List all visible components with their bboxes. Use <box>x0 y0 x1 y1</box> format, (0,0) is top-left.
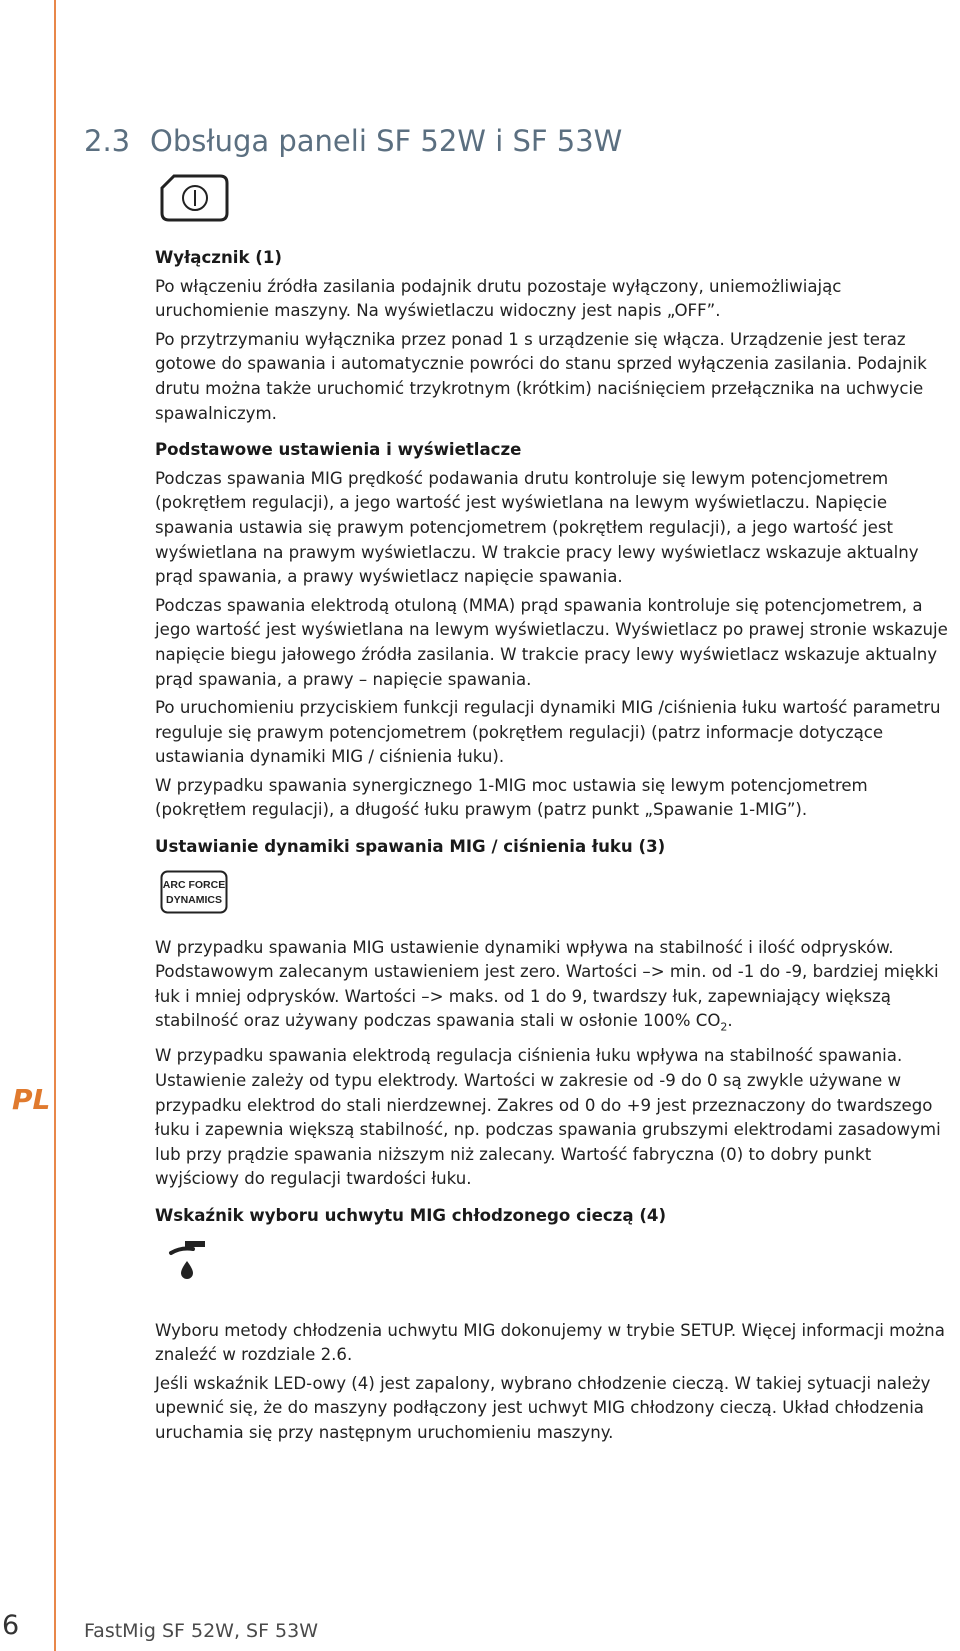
arc-dynamics-paragraph: W przypadku spawania elektrodą regulacja ciśnienia łuku wpływa na stabilność spawania. Ustawienie zależy od typu elektrody. Wartości w zakresie od -9 do 0 są zwykle używane w przypadku elektrod do stali nierdzewnej. Zakres od 0 do +9 jest przeznaczony do twardszego łuku i zapewnia większą stabilność, np. podczas spawania grubszymi elektrodami zasadowymi lub przy prądzie spawania niższym niż zalecany. Wartość fabryczna (0) to dobry punkt wyjściowy do regulacji twardości łuku. <box>155 1046 941 1189</box>
section-title-text: Obsługa paneli SF 52W i SF 53W <box>150 124 623 158</box>
cooling-paragraph: Wyboru metody chłodzenia uchwytu MIG dokonujemy w trybie SETUP. Więcej informacji można znaleźć w rozdziale 2.6. <box>155 1320 945 1365</box>
power-switch-paragraph: Po przytrzymaniu wyłącznika przez ponad 1 s urządzenie się włącza. Urządzenie jest teraz gotowe do spawania i automatycznie powróci do stanu sprzed wyłączenia zasilania. Podajnik drutu można także uruchomić trzykrotnym (krótkim) naciśnięciem przełącznika na uchwycie spawalniczym. <box>155 329 927 423</box>
basic-settings-heading: Podstawowe ustawienia i wyświetlacze <box>155 440 522 460</box>
page-number: 6 <box>2 1610 20 1641</box>
basic-settings-paragraph: Po uruchomieniu przyciskiem funkcji regulacji dynamiki MIG /ciśnienia łuku wartość parametru reguluje się prawym potencjometrem (pokrętłem regulacji) (patrz informacje dotyczące ustawiania dynamiki MIG / ciśnienia łuku). <box>155 698 941 767</box>
margin-rule <box>54 0 56 1651</box>
basic-settings-paragraph: W przypadku spawania synergicznego 1-MIG moc ustawia się lewym potencjometrem (pokrętłem regulacji), a długość łuku prawym (patrz punkt „Spawanie 1-MIG”). <box>155 775 868 820</box>
section-number: 2.3 <box>84 124 131 158</box>
cooling-heading: Wskaźnik wyboru uchwytu MIG chłodzonego cieczą (4) <box>155 1205 667 1225</box>
arc-dynamics-heading: Ustawianie dynamiki spawania MIG / ciśnienia łuku (3) <box>155 837 666 857</box>
power-switch-heading: Wyłącznik (1) <box>155 248 282 267</box>
arc-icon-line2: DYNAMICS <box>165 893 223 906</box>
arc-icon-line1: ARC FORCE <box>162 878 226 891</box>
power-switch-icon <box>160 174 230 222</box>
main-content <box>155 164 955 1449</box>
arc-force-dynamics-icon <box>160 870 228 914</box>
basic-settings-paragraph: Podczas spawania MIG prędkość podawania drutu kontroluje się lewym potencjometrem (pokrętłem regulacji), a jego wartość jest wyświetlana na lewym wyświetlaczu. Napięcie spawania ustawia się prawym potencjometrem (pokrętłem regulacji), a jego wartość jest wyświetlana na prawym wyświetlaczu. W trakcie pracy lewy wyświetlacz wskazuje aktualny prąd spawania, a prawy wyświetlacz napięcie spawania. <box>155 468 919 587</box>
language-label: PL <box>12 1083 51 1116</box>
arc-dynamics-text: W przypadku spawania MIG ustawienie dynamiki wpływa na stabilność i ilość odprysków. Podstawowym zalecanym ustawieniem jest zero. Wartości –> min. od -1 do -9, bardziej miękki łuk i mniej odprysków. Wartości –> maks. od 1 do 9, twardszy łuk, zapewniający większą stabilność oraz używany podczas spawania stali w osłonie 100% CO <box>155 937 939 1031</box>
basic-settings-paragraph: Podczas spawania elektrodą otuloną (MMA) prąd spawania kontroluje się potencjometrem, a jego wartość jest wyświetlana na lewym wyświetlaczu. Wyświetlacz po prawej stronie wskazuje napięcie biegu jałowego źródła zasilania. W trakcie pracy lewy wyświetlacz wskazuje aktualny prąd spawania, a prawy – napięcie spawania. <box>155 595 948 689</box>
co2-subscript: 2 <box>720 1020 728 1034</box>
footer-title: FastMig SF 52W, SF 53W <box>84 1620 319 1642</box>
liquid-cooling-icon <box>167 1239 207 1281</box>
power-switch-paragraph: Po włączeniu źródła zasilania podajnik drutu pozostaje wyłączony, uniemożliwiając uruchomienie maszyny. Na wyświetlaczu widoczny jest napis „OFF”. <box>155 276 842 321</box>
arc-dynamics-paragraph <box>155 936 955 1041</box>
arc-dynamics-text-end: . <box>727 1011 733 1031</box>
section-title <box>84 124 622 158</box>
cooling-paragraph: Jeśli wskaźnik LED-owy (4) jest zapalony, wybrano chłodzenie cieczą. W takiej sytuacji należy upewnić się, że do maszyny podłączony jest uchwyt MIG chłodzony cieczą. Układ chłodzenia uruchamia się przy następnym uruchomieniu maszyny. <box>155 1373 931 1442</box>
